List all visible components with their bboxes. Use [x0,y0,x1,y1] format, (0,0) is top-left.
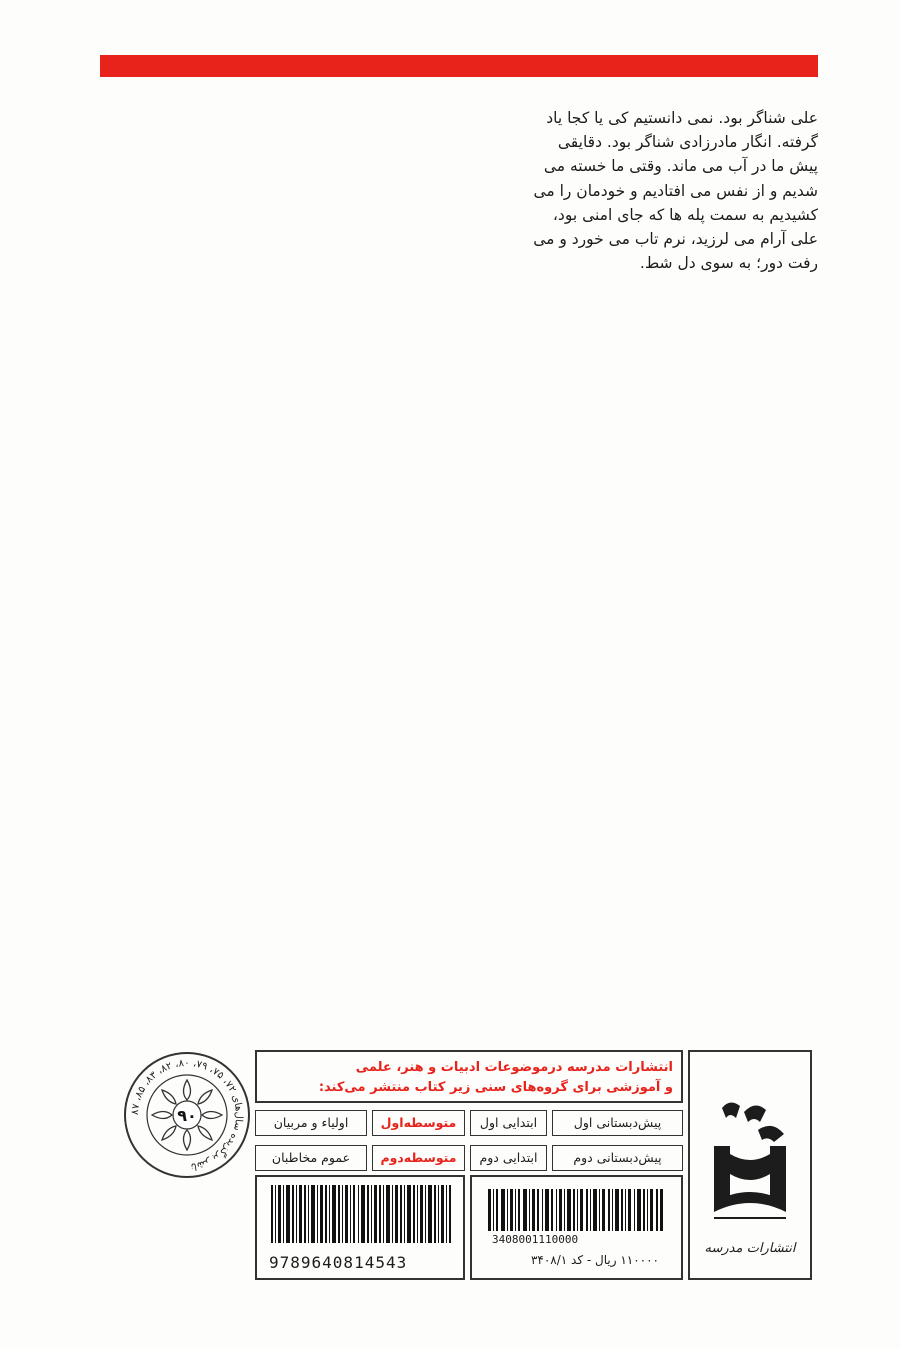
age-secondary-2: متوسطه‌دوم [372,1145,465,1171]
blurb-line: علی آرام می لرزید، نرم تاب می خورد و می [533,230,818,249]
isbn-barcode-icon [267,1185,455,1243]
blurb-line: رفت دور؛ به سوی دل شط. [639,254,818,273]
age-general-audience: عموم مخاطبان [255,1145,367,1171]
price-label: ۱۱۰۰۰۰ ریال - کد ۳۴۰۸/۱ [530,1253,659,1267]
back-cover-blurb [430,106,818,275]
publisher-info-line1: انتشارات مدرسه درموضوعات ادبیات و هنر، علمی [355,1060,673,1075]
award-seal [122,1050,252,1180]
age-secondary-1: متوسطه‌اول [372,1110,465,1136]
blurb-line: کشیدیم به سمت پله ها که جای امنی بود، [552,205,818,224]
seal-number: ۹۰ [177,1106,197,1125]
age-preschool-1: پیش‌دبستانی اول [552,1110,683,1136]
book-logo-icon [700,1090,800,1240]
publisher-logo-box [688,1050,812,1280]
seal-ring-text: ناشر برگزیده سال‌های ۷۲، ۷۵، ۷۹، ۸۰، ۸۲، ۸۳، ۸۵، ۸۷ [129,1057,245,1172]
isbn-barcode-box [255,1175,465,1280]
blurb-line: پیش ما در آب می ماند. وقتی ما خسته می [543,157,818,176]
red-header-bar [100,55,818,77]
isbn-number: 9789640814543 [269,1253,408,1272]
age-primary-2: ابتدایی دوم [470,1145,547,1171]
age-preschool-2: پیش‌دبستانی دوم [552,1145,683,1171]
age-parents-teachers: اولیاء و مربیان [255,1110,367,1136]
age-primary-1: ابتدایی اول [470,1110,547,1136]
award-seal-icon [122,1050,252,1180]
blurb-line: گرفته. انگار مادرزادی شناگر بود. دقایقی [557,133,818,152]
logo-text: انتشارات مدرسه [704,1241,796,1256]
price-barcode-number: 3408001110000 [492,1233,579,1246]
price-barcode-box [470,1175,683,1280]
price-barcode-icon [482,1189,672,1231]
blurb-line: شدیم و از نفس می افتادیم و خودمان را می [533,181,818,200]
blurb-line: علی شناگر بود. نمی دانستیم کی یا کجا یاد [546,109,818,127]
publisher-info-box [255,1050,683,1103]
publisher-info-line2: و آموزشی برای گروه‌های سنی زیر کتاب منتشر می‌کند: [318,1080,673,1095]
